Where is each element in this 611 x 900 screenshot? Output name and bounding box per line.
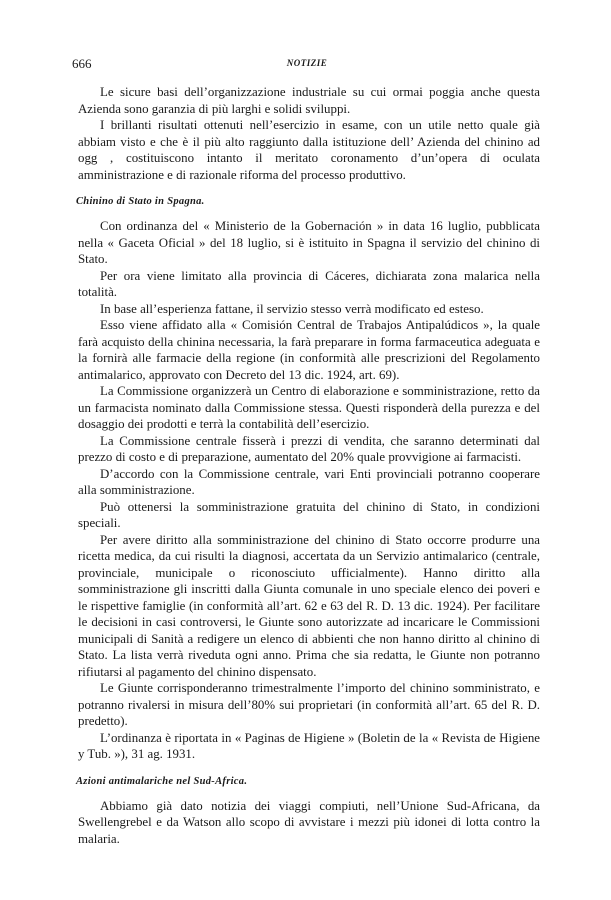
paragraph: La Commissione centrale fisserà i prezzi di vendita, che saranno determinati dal prezzo di costo e di preparazione, aumentato del 20% quale provvigione ai farmacisti. — [78, 433, 540, 464]
section-heading: Chinino di Stato in Spagna. — [76, 196, 205, 207]
paragraph: Le Giunte corrisponderanno trimestralmente l’importo del chinino somministrato, e potranno rivalersi in misura dell’80% sui proprietari (in conformità all’art. 65 del R. D. predetto). — [78, 681, 540, 728]
paragraph: Esso viene affidato alla « Comisión Central de Trabajos Antipalúdicos », la quale farà acquisto della chinina necessaria, la farà preparare in forma farmaceutica adeguata e la fornirà alle farmacie della regione (in conformità alle prescrizioni del Regolamento antimalarico, approvato con Decreto del 13 dic. 1924, art. 69). — [78, 318, 540, 382]
paragraph: La Commissione organizzerà un Centro di elaborazione e somministrazione, retto da un farmacista nominato dalla Commissione stessa. Questi risponderà della purezza e del dosaggio dei prodotti e terrà la contabilità dell’esercizio. — [78, 384, 540, 431]
paragraph: I brillanti risultati ottenuti nell’esercizio in esame, con un utile netto quale già abbiam visto e che è il più alto raggiunto dalla istituzione dell’ Azienda del chinino ad ogg , costituiscono intanto il meritato coronamento d’un’opera di oculata amministrazione e di razionale riforma del processo produttivo. — [78, 118, 540, 182]
paragraph: Per ora viene limitato alla provincia di Cáceres, dichiarata zona malarica nella totalità. — [78, 268, 540, 299]
paragraph: Le sicure basi dell’organizzazione industriale su cui ormai poggia anche questa Azienda sono garanzia di più larghi e solidi sviluppi. — [78, 85, 540, 116]
paragraph: Con ordinanza del « Ministerio de la Gobernación » in data 16 luglio, pubblicata nella « Gaceta Oficial » del 18 luglio, si è istituito in Spagna il servizio del chinino di Stato. — [78, 219, 540, 266]
paragraph: D’accordo con la Commissione centrale, vari Enti provinciali potranno cooperare alla somministrazione. — [78, 466, 540, 497]
section-heading: Azioni antimalariche nel Sud-Africa. — [76, 775, 248, 787]
running-title: NOTIZIE — [286, 58, 328, 68]
paragraph: In base all’esperienza fattane, il servizio stesso verrà modificato ed esteso. — [100, 301, 484, 316]
page-header — [72, 56, 542, 72]
page-number: 666 — [72, 56, 92, 71]
paragraph: Abbiamo già dato notizia dei viaggi compiuti, nell’Unione Sud-Africana, da Swellengrebel e da Watson allo scopo di avvistare i mezzi più idonei di lotta contro la malaria. — [78, 798, 540, 846]
paragraph: Per avere diritto alla somministrazione del chinino di Stato occorre produrre una ricetta medica, da cui risulti la diagnosi, accertata da un Servizio antimalarico (centrale, provinciale, municipale o riconosciuto ufficialmente). Hanno diritto alla somministrazione gli inscritti dalla Giunta comunale in uno speciale elenco dei poveri e le rispettive famiglie (in conformità all’art. 62 e 63 del R. D. 13 dic. 1924). Per facilitare le decisioni in casi controversi, le Giunte sono autorizzate ad incaricare le Commissioni municipali di Sanità a redigere un elenco di abbienti che non hanno diritto al chinino di Stato. La lista verrà riveduta ogni anno. Prima che sia redatta, le Giunte non potranno rifiutarsi al pagamento del chinino dispensato. — [78, 532, 540, 679]
paragraph: L’ordinanza è riportata in « Paginas de Higiene » (Boletin de la « Revista de Higiene y Tub. »), 31 ag. 1931. — [78, 730, 540, 761]
article-body — [78, 84, 540, 847]
paragraph: Può ottenersi la somministrazione gratuita del chinino di Stato, in condizioni speciali. — [78, 499, 540, 530]
